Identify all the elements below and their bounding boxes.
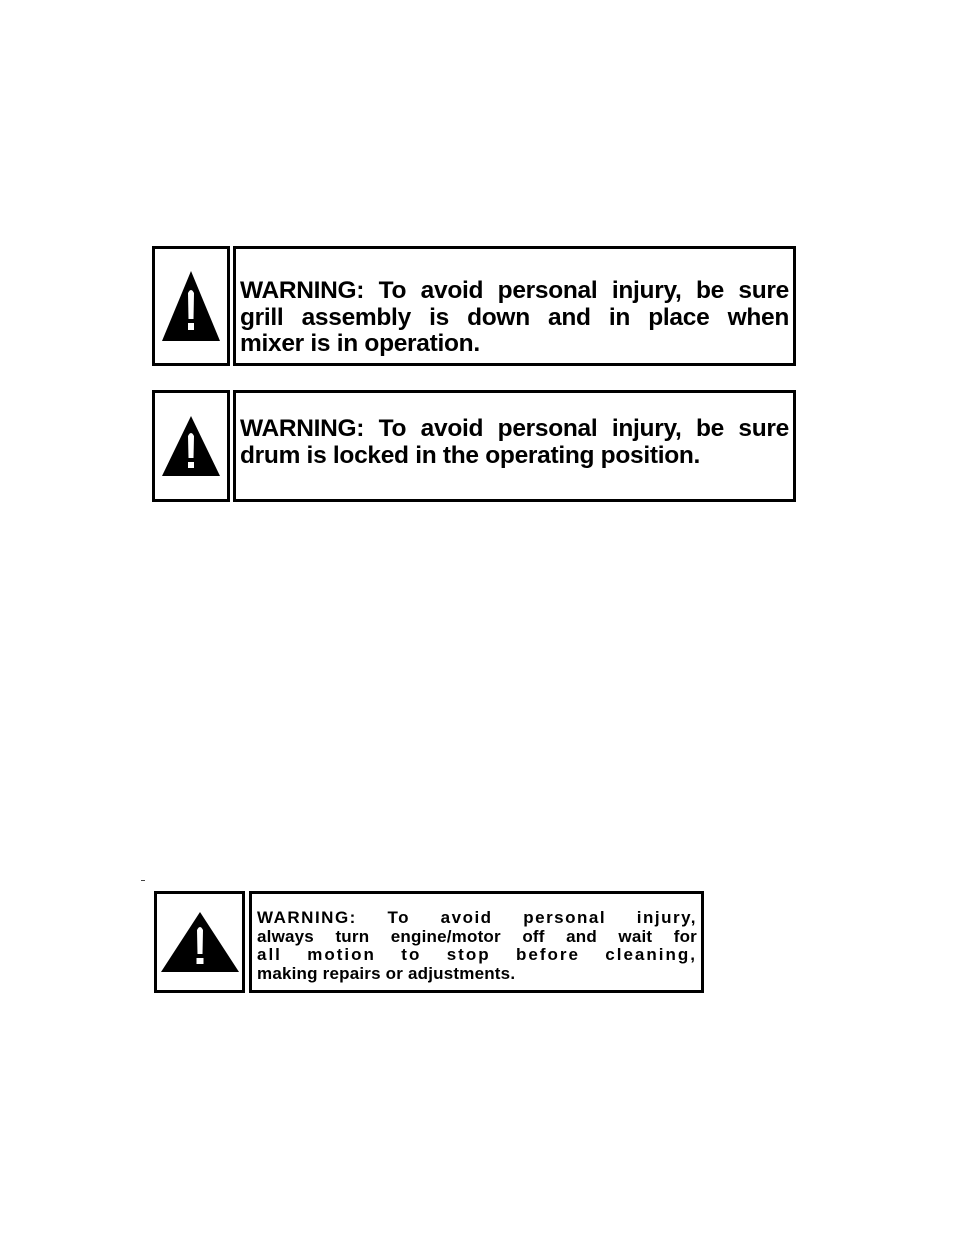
warning-text-line: mixer is in operation.	[240, 330, 480, 357]
warning-label-grill-assembly	[152, 246, 796, 366]
warning-triangle-exclamation-icon	[159, 910, 241, 974]
warning-text-line: drum is locked in the operating position.	[240, 441, 701, 469]
warning-triangle-exclamation-icon	[160, 269, 222, 343]
warning-text-box	[233, 390, 796, 502]
warning-icon-box	[152, 246, 230, 366]
warning-text-line: WARNING: To avoid personal injury, be sure	[240, 415, 789, 442]
warning-text-line: grill assembly is down and in place when	[240, 303, 789, 331]
warning-text-line: making repairs or adjustments.	[257, 963, 516, 983]
warning-icon-box	[152, 390, 230, 502]
warning-text-line: all motion to stop before cleaning,	[257, 945, 697, 964]
warning-text-line: always turn engine/motor off and wait for	[257, 926, 697, 946]
warning-text-line: WARNING: To avoid personal injury,	[257, 908, 697, 927]
warning-label-turn-engine-off	[154, 891, 704, 993]
warning-text-box	[233, 246, 796, 366]
warning-triangle-exclamation-icon	[160, 414, 222, 478]
warning-icon-box	[154, 891, 245, 993]
warning-label-drum-locked	[152, 390, 796, 502]
warning-text-line: WARNING: To avoid personal injury, be sure	[240, 277, 789, 304]
scan-speck	[141, 880, 145, 881]
warning-text-box	[249, 891, 704, 993]
